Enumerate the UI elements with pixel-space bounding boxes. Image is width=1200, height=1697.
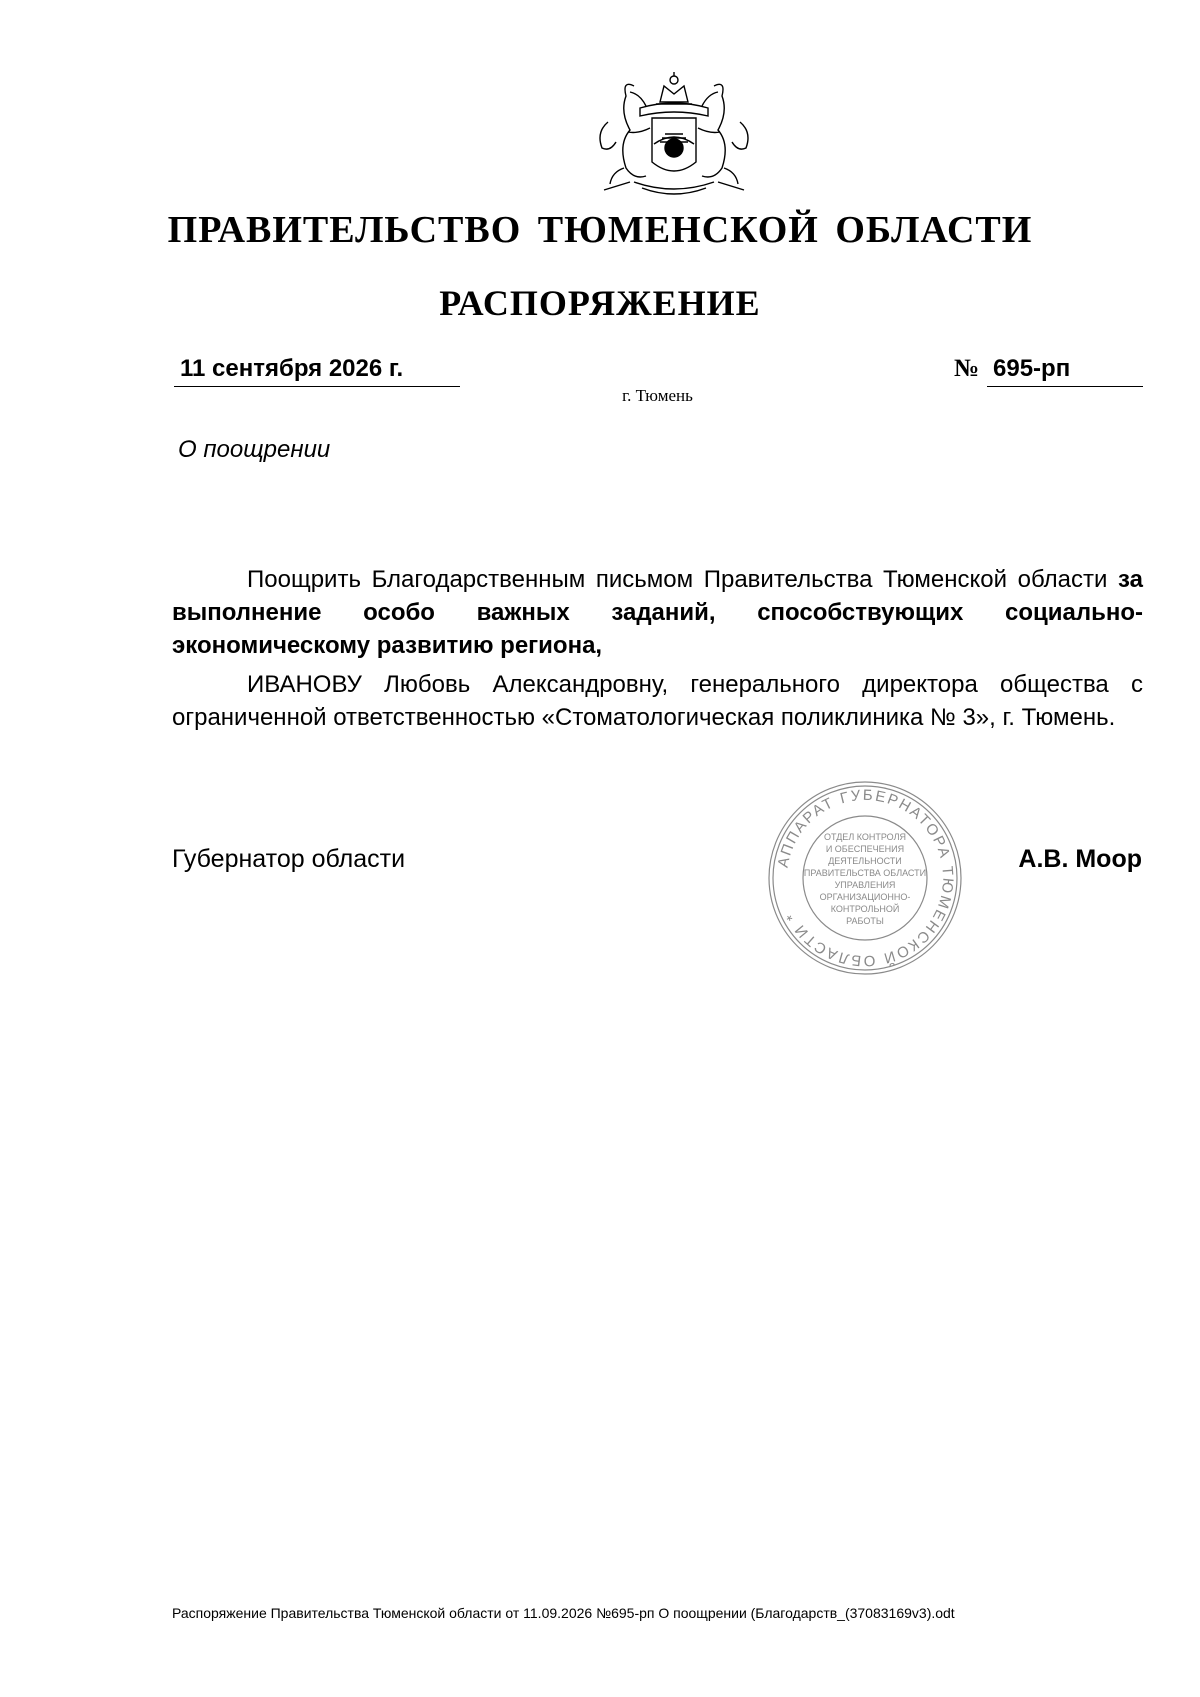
official-seal-icon [765, 778, 965, 978]
svg-text:ОТДЕЛ КОНТРОЛЯ: ОТДЕЛ КОНТРОЛЯ [824, 832, 906, 842]
body-paragraph-1 [172, 563, 1143, 662]
footer-file-reference: Распоряжение Правительства Тюменской области от 11.09.2026 №695-рп О поощрении (Благодарств_(37083169v3).odt [172, 1605, 955, 1621]
number-sign: № [954, 355, 980, 382]
svg-text:ПРАВИТЕЛЬСТВА ОБЛАСТИ: ПРАВИТЕЛЬСТВА ОБЛАСТИ [803, 868, 927, 878]
document-date: 11 сентября 2026 г. [174, 352, 460, 387]
body-paragraph-1-bold: за выполнение особо важных заданий, способствующих социально-экономическому развитию региона, [172, 566, 1143, 659]
signer-name: А.В. Моор [1018, 845, 1142, 873]
body-paragraph-1-plain: Поощрить Благодарственным письмом Правительства Тюменской области [247, 566, 1119, 593]
body-paragraph-2: ИВАНОВУ Любовь Александровну, генерального директора общества с ограниченной ответственностью «Стоматологическая поликлиника № 3», г. Тюмень. [172, 671, 1143, 731]
document-number: 695-рп [987, 352, 1143, 387]
svg-text:ОРГАНИЗАЦИОННО-: ОРГАНИЗАЦИОННО- [819, 892, 911, 902]
document-subject: О поощрении [178, 436, 331, 463]
svg-text:И ОБЕСПЕЧЕНИЯ: И ОБЕСПЕЧЕНИЯ [825, 844, 905, 854]
svg-text:УПРАВЛЕНИЯ: УПРАВЛЕНИЯ [834, 880, 896, 890]
organization-title: ПРАВИТЕЛЬСТВО ТЮМЕНСКОЙ ОБЛАСТИ [167, 209, 1033, 251]
svg-text:ДЕЯТЕЛЬНОСТИ: ДЕЯТЕЛЬНОСТИ [828, 856, 902, 866]
signer-title: Губернатор области [172, 845, 406, 873]
coat-of-arms-icon [590, 72, 758, 200]
issue-city: г. Тюмень [622, 386, 693, 405]
svg-text:АППАРАТ ГУБЕРНАТОРА ТЮМЕНСКОЙ: АППАРАТ ГУБЕРНАТОРА ТЮМЕНСКОЙ ОБЛАСТИ * [774, 786, 957, 970]
svg-text:РАБОТЫ: РАБОТЫ [846, 916, 884, 926]
svg-text:КОНТРОЛЬНОЙ: КОНТРОЛЬНОЙ [830, 904, 900, 914]
document-type: РАСПОРЯЖЕНИЕ [439, 283, 761, 323]
